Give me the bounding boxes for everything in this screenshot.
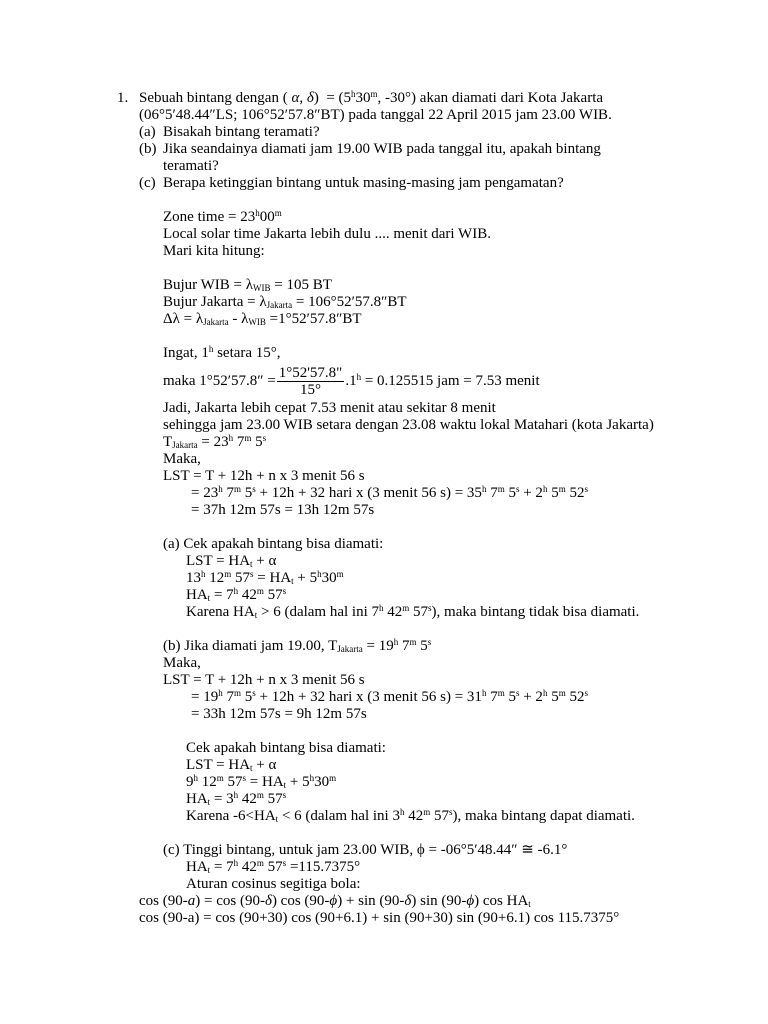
fraction-numerator: 1°52'57.8" [278,365,343,382]
part-b-conclusion: Karena $-6<HA_t < 6$ (dalam hal ini 3$^h$ 42$^m$ 57$^s$), maka bintang dapat diamati. [186,807,635,824]
part-b-lst-line2: = $19^h$ 7$^m$ $5^s + 12h + 32$ hari x (3 menit 56 $s) = 31^h$ 7$^m$ $5^s + 2^h$ 5$^m$ 52$^s$ [191,688,588,705]
mari-kita-hitung: Mari kita hitung: [163,243,265,259]
lst-formula: LST = T + 12h + n x 3 menit 56 s [163,468,365,484]
question-text: Bisakah bintang teramati? [163,124,320,140]
part-b-ha: $HA_t = 3^h$ 42$^m$ 57$^s$ [186,790,287,807]
part-c-heading: (c) Tinggi bintang, untuk jam 23.00 WIB, ϕ = -06°5′48.44″ ≅ -6.1° [163,842,568,858]
part-b-maka: Maka, [163,655,201,671]
jadi-line: Jadi, Jakarta lebih cepat 7.53 menit atau sekitar 8 menit [163,400,496,416]
question-text: Jika seandainya diamati jam 19.00 WIB pada tanggal itu, apakah bintang [163,141,601,157]
fraction-denominator: 15° [300,382,322,399]
lst-calc-line2: = $23^h$ 7$^m$ $5^s + 12h + 32$ hari x (3 menit 56 $s) = 35^h$ 7$^m$ $5^s + 2^h$ 5$^m$ 52$^s$ [191,484,588,501]
fraction [277,365,345,398]
part-a-heading: (a) Cek apakah bintang bisa diamati: [163,536,384,552]
problem-intro-line1: Sebuah bintang dengan ( α, $\delta) = (5^h30^m$, -30°) akan diamati dari Kota Jakarta [139,89,604,106]
question-text: teramati? [163,158,219,174]
question-label: (a) [139,124,156,140]
delta-lambda: $\Delta\lambda = \lambda_{Jakarta} - \lambda_{WIB} =1^\circ 52'57.8''BT$ [163,311,362,327]
part-a-conclusion: Karena $HA_t > 6$ (dalam hal ini 7$^h$ 42$^m$ 57$^s$), maka bintang tidak bisa diamati. [186,603,640,620]
sehingga-line: sehingga jam 23.00 WIB setara dengan 23.08 waktu lokal Matahari (kota Jakarta) [163,417,654,433]
bujur-jakarta: Bujur Jakarta = $\lambda_{Jakarta} = 106^\circ 52'57.8''BT$ [163,294,407,310]
question-text: Berapa ketinggian bintang untuk masing-masing jam pengamatan? [163,175,564,191]
part-a-formula: LST = $HA_t + \alpha$ [186,553,277,569]
part-b-formula: LST = $HA_t + \alpha$ [186,757,277,773]
part-b-equation: 9$^h$ 12$^m$ $57^s = HA_t + 5^h30^m$ [186,773,337,790]
local-solar-time: Local solar time Jakarta lebih dulu .... menit dari WIB. [163,226,491,242]
zone-time: Zone time = $23^h00^m$ [163,208,282,225]
question-label: (c) [139,175,156,191]
ingat-line: Ingat, 1$^h$ setara 15°, [163,344,281,361]
question-label: (b) [139,141,157,157]
part-a-equation: 13$^h$ 12$^m$ $57^s = HA_t + 5^h30^m$ [186,569,344,586]
bujur-wib: Bujur WIB = $\lambda_{WIB} = 105$ BT [163,277,332,293]
part-b-lst-line3: = 33h 12m 57s = 9h 12m 57s [191,706,367,722]
maka-label: Maka, [163,451,201,467]
problem-intro-line2: (06°5′48.44″LS; 106°52′57.8″BT) pada tanggal 22 April 2015 jam 23.00 WIB. [139,107,612,123]
maka-fraction-line: maka 1°52′57.8″ = $\frac{1^\circ 52'57.8"}{15^\circ}$ .1$^h$ = 0.125515 jam = 7.53 menit [163,365,540,399]
part-b-cek: Cek apakah bintang bisa diamati: [186,740,386,756]
t-jakarta: $T_{Jakarta} = 23^h$ 7$^m$ 5$^s$ [163,433,267,450]
part-c-equation2: cos (90-a) = cos (90+30) cos (90+6.1) + sin (90+30) sin (90+6.1) cos 115.7375° [139,910,620,926]
problem-number: 1. [117,90,129,106]
part-c-aturan: Aturan cosinus segitiga bola: [186,876,361,892]
part-c-equation1: cos (90-a) = cos (90-δ) cos (90-ϕ) + sin (90-δ) sin (90-ϕ) $\cos HA_t$ [139,893,531,909]
part-a-ha: $HA_t = 7^h$ 42$^m$ 57$^s$ [186,586,287,603]
lst-calc-line3: = 37h 12m 57s = 13h 12m 57s [191,502,375,518]
part-c-ha: $HA_t = 7^h$ 42$^m$ $57^s =115.7375^\circ$ [186,858,361,875]
part-b-lst-formula: LST = T + 12h + n x 3 menit 56 s [163,672,365,688]
part-b-heading: (b) Jika diamati jam 19.00, $T_{Jakarta} = 19^h$ 7$^m$ 5$^s$ [163,637,432,654]
